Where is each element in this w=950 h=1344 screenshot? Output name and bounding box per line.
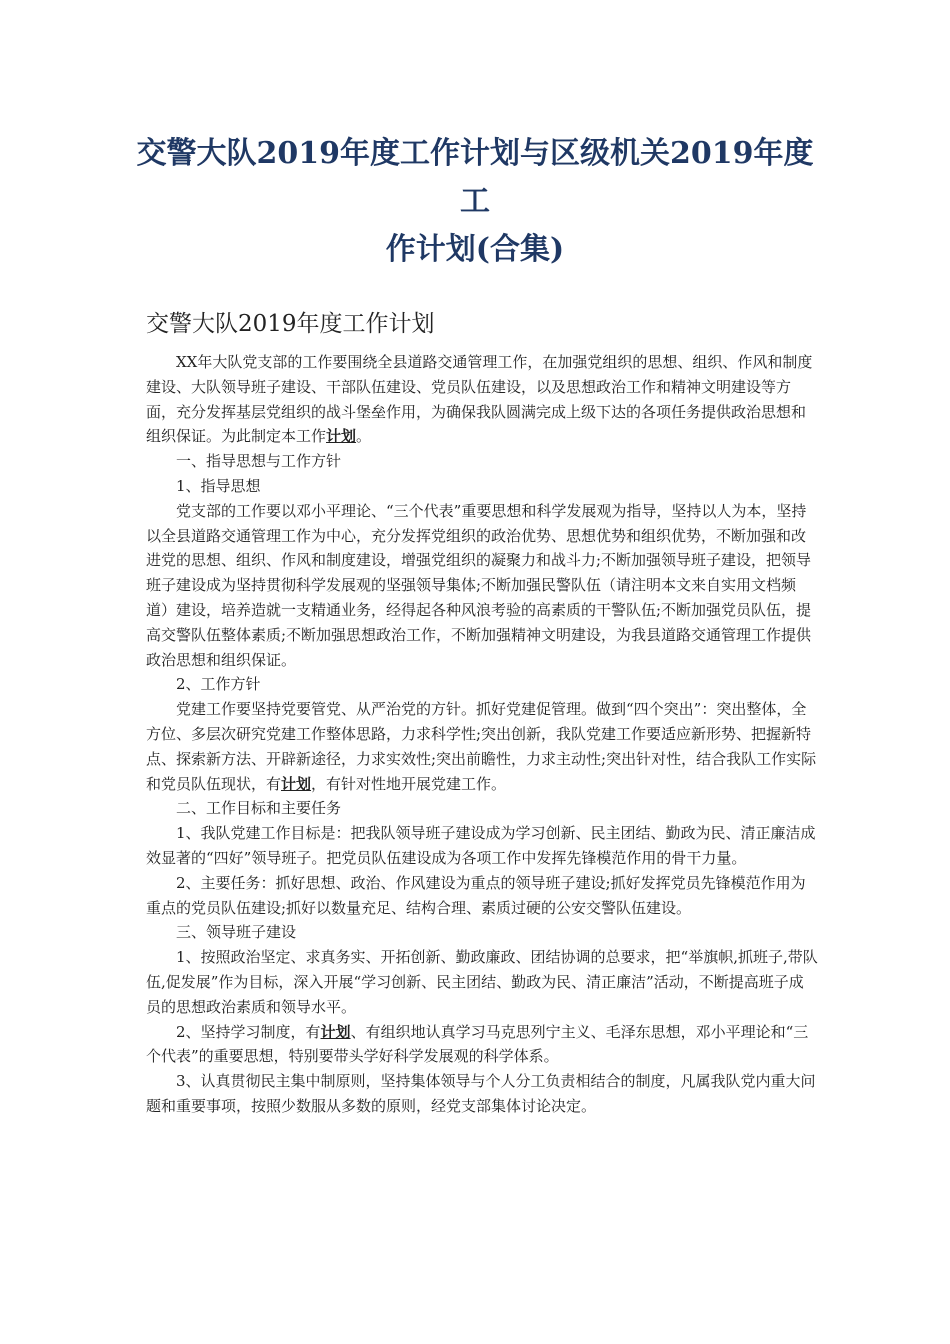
paragraph-text: 、有组织地认真学习马克思列宁主义、毛泽东思想，邓小平理论和“三个代表”的重要思想，特别要带头学好科学发展观的科学体系。 <box>146 1022 809 1066</box>
title-line-2: 作计划(合集) <box>385 232 565 267</box>
paragraph: 3、认真贯彻民主集中制原则，坚持集体领导与个人分工负责相结合的制度，凡属我队党内重大问题和重要事项，按照少数服从多数的原则，经党支部集体讨论决定。 <box>146 1072 816 1115</box>
paragraph-text: ，有针对性地开展党建工作。 <box>311 774 507 793</box>
paragraph: 2、主要任务：抓好思想、政治、作风建设为重点的领导班子建设;抓好发挥党员先锋模范作用为重点的党员队伍建设;抓好以数量充足、结构合理、素质过硬的公安交警队伍建设。 <box>146 873 806 917</box>
paragraph <box>146 697 818 796</box>
paragraph-text: XX年大队党支部的工作要围绕全县道路交通管理工作，在加强党组织的思想、组织、作风和制度建设、大队领导班子建设、干部队伍建设、党员队伍建设，以及思想政治工作和精神文明建设等方面，充分发挥基层党组织的战斗堡垒作用，为确保我队圆满完成上级下达的各项任务提供政治思想和组织保证。为此制定本工作 <box>146 353 813 446</box>
plan-link[interactable]: 计划 <box>326 427 357 446</box>
paragraph: 1、按照政治坚定、求真务实、开拓创新、勤政廉政、团结协调的总要求，把“举旗帜,抓班子,带队伍,促发展”作为目标，深入开展“学习创新、民主团结、勤政为民、清正廉洁”活动，不断提高班子成员的思想政治素质和领导水平。 <box>146 948 818 1016</box>
paragraph: 1、我队党建工作目标是：把我队领导班子建设成为学习创新、民主团结、勤政为民、清正廉洁成效显著的“四好”领导班子。把党员队伍建设成为各项工作中发挥先锋模范作用的骨干力量。 <box>146 824 816 867</box>
paragraph-text: 。 <box>356 427 372 446</box>
section-title: 二、工作目标和主要任务 <box>176 799 342 818</box>
subsection-title: 2、工作方针 <box>176 675 261 694</box>
subsection-title: 1、指导思想 <box>176 476 261 495</box>
section-heading: 交警大队2019年度工作计划 <box>146 311 435 337</box>
paragraph-text: 党建工作要坚持党要管党、从严治党的方针。抓好党建促管理。做到“四个突出”：突出整体，全方位、多层次研究党建工作整体思路，力求科学性;突出创新，我队党建工作要适应新形势、把握新特点、探索新方法、开辟新途径，力求实效性;突出前瞻性，力求主动性;突出针对性，结合我队工作实际和党员队伍现状，有 <box>146 700 817 793</box>
title-line-1: 交警大队2019年度工作计划与区级机关2019年度工 <box>136 136 814 219</box>
plan-link[interactable]: 计划 <box>281 774 312 793</box>
paragraph: 党支部的工作要以邓小平理论、“三个代表”重要思想和科学发展观为指导，坚持以人为本，坚持以全县道路交通管理工作为中心，充分发挥党组织的政治优势、思想优势和组织优势，不断加强和改进党的思想、组织、作风和制度建设，增强党组织的凝聚力和战斗力;不断加强领导班子建设，把领导班子建设成为坚持贯彻科学发展观的坚强领导集体;不断加强民警队伍（请注明本文来自实用文档频道）建设，培养造就一支精通业务，经得起各种风浪考验的高素质的干警队伍;不断加强党员队伍，提高交警队伍整体素质;不断加强思想政治工作，不断加强精神文明建设，为我县道路交通管理工作提供政治思想和组织保证。 <box>146 501 812 669</box>
document-title <box>130 130 820 274</box>
section-title: 一、指导思想与工作方针 <box>176 452 342 471</box>
paragraph <box>146 1020 818 1070</box>
paragraph <box>146 350 818 449</box>
paragraph-text: 2、坚持学习制度，有 <box>176 1022 321 1041</box>
document-body <box>146 350 818 1119</box>
plan-link[interactable]: 计划 <box>320 1022 351 1041</box>
section-title: 三、领导班子建设 <box>176 923 297 942</box>
